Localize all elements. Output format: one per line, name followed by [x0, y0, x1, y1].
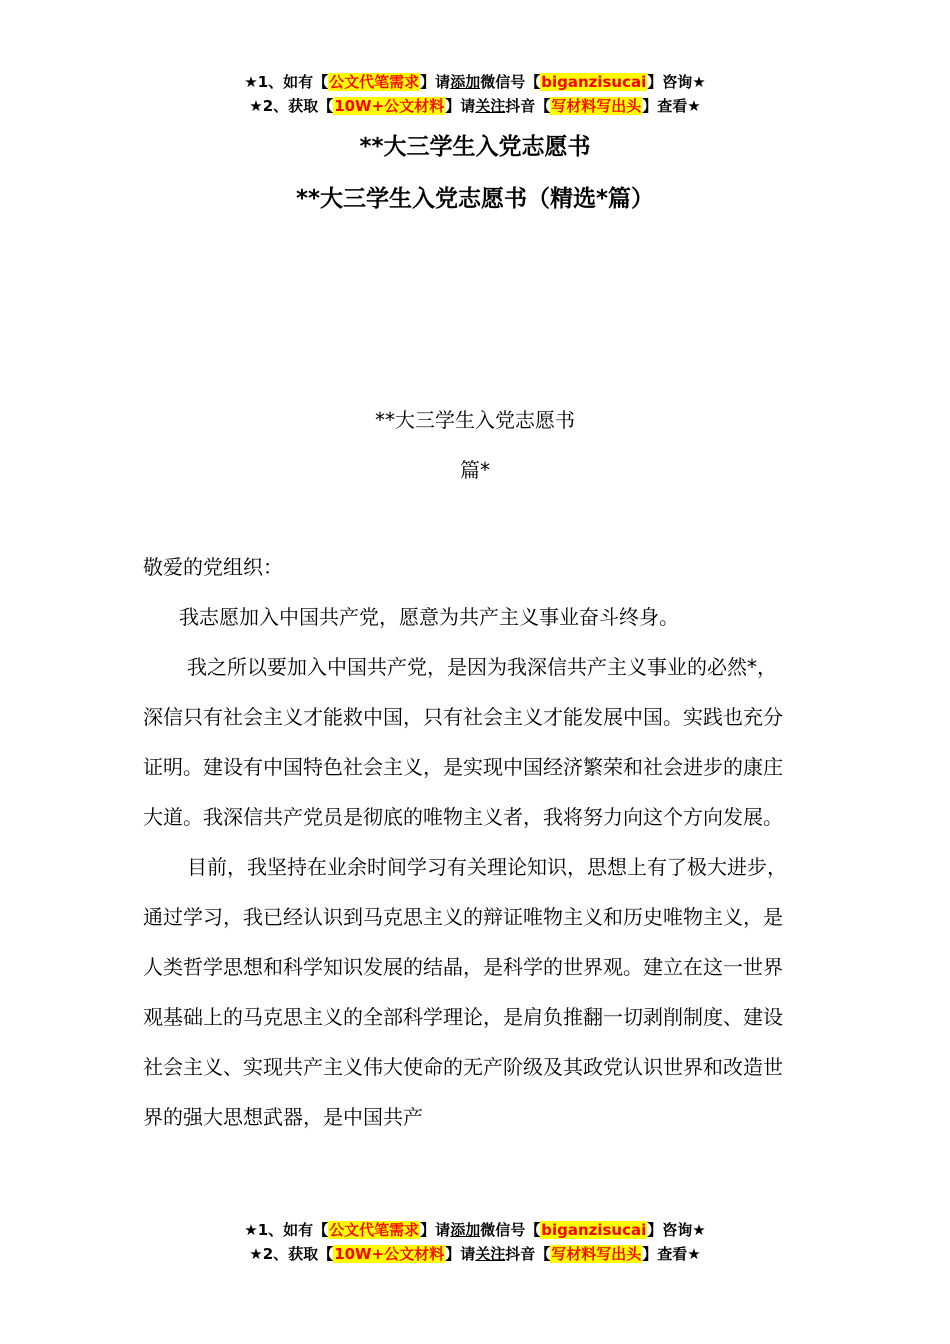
banner-line-2: ★2、获取【10W+公文材料】请关注抖音【写材料写出头】查看★	[249, 97, 701, 115]
doc-title: **大三学生入党志愿书	[359, 134, 591, 160]
highlight-materials: 10W+公文材料	[334, 97, 445, 115]
bottom-banner	[0, 1218, 950, 1266]
highlight-wechat-id: biganzisucai	[541, 1221, 647, 1239]
banner-line-1: ★1、如有【公文代笔需求】请添加微信号【biganzisucai】咨询★	[244, 73, 706, 91]
highlight-ghostwriting: 公文代笔需求	[329, 73, 420, 91]
section-title: **大三学生入党志愿书	[375, 408, 575, 432]
paragraph-2: 我之所以要加入中国共产党，是因为我深信共产主义事业的必然*，深信只有社会主义才能救中国，只有社会主义才能发展中国。实践也充分证明。建设有中国特色社会主义，是实现中国经济繁荣和社会进步的康庄大道。我深信共产党员是彻底的唯物主义者，我将努力向这个方向发展。	[143, 655, 783, 829]
highlight-wechat-id: biganzisucai	[541, 73, 647, 91]
greeting: 敬爱的党组织：	[143, 555, 283, 579]
banner-line-1: ★1、如有【公文代笔需求】请添加微信号【biganzisucai】咨询★	[244, 1221, 706, 1239]
paragraph-1: 我志愿加入中国共产党，愿意为共产主义事业奋斗终身。	[179, 605, 679, 629]
top-banner	[0, 70, 950, 118]
banner-line-2: ★2、获取【10W+公文材料】请关注抖音【写材料写出头】查看★	[249, 1245, 701, 1263]
paragraph-3: 目前，我坚持在业余时间学习有关理论知识，思想上有了极大进步，通过学习，我已经认识到马克思主义的辩证唯物主义和历史唯物主义，是人类哲学思想和科学知识发展的结晶，是科学的世界观。建立在这一世界观基础上的马克思主义的全部科学理论，是肩负推翻一切剥削制度、建设社会主义、实现共产主义伟大使命的无产阶级及其政党认识世界和改造世界的强大思想武器，是中国共产	[143, 855, 787, 1129]
highlight-douyin: 写材料写出头	[551, 97, 642, 115]
highlight-materials: 10W+公文材料	[334, 1245, 445, 1263]
doc-subtitle: **大三学生入党志愿书（精选*篇）	[295, 186, 655, 212]
section-number: 篇*	[460, 458, 490, 482]
highlight-douyin: 写材料写出头	[551, 1245, 642, 1263]
highlight-ghostwriting: 公文代笔需求	[329, 1221, 420, 1239]
letter-body	[143, 542, 793, 1142]
